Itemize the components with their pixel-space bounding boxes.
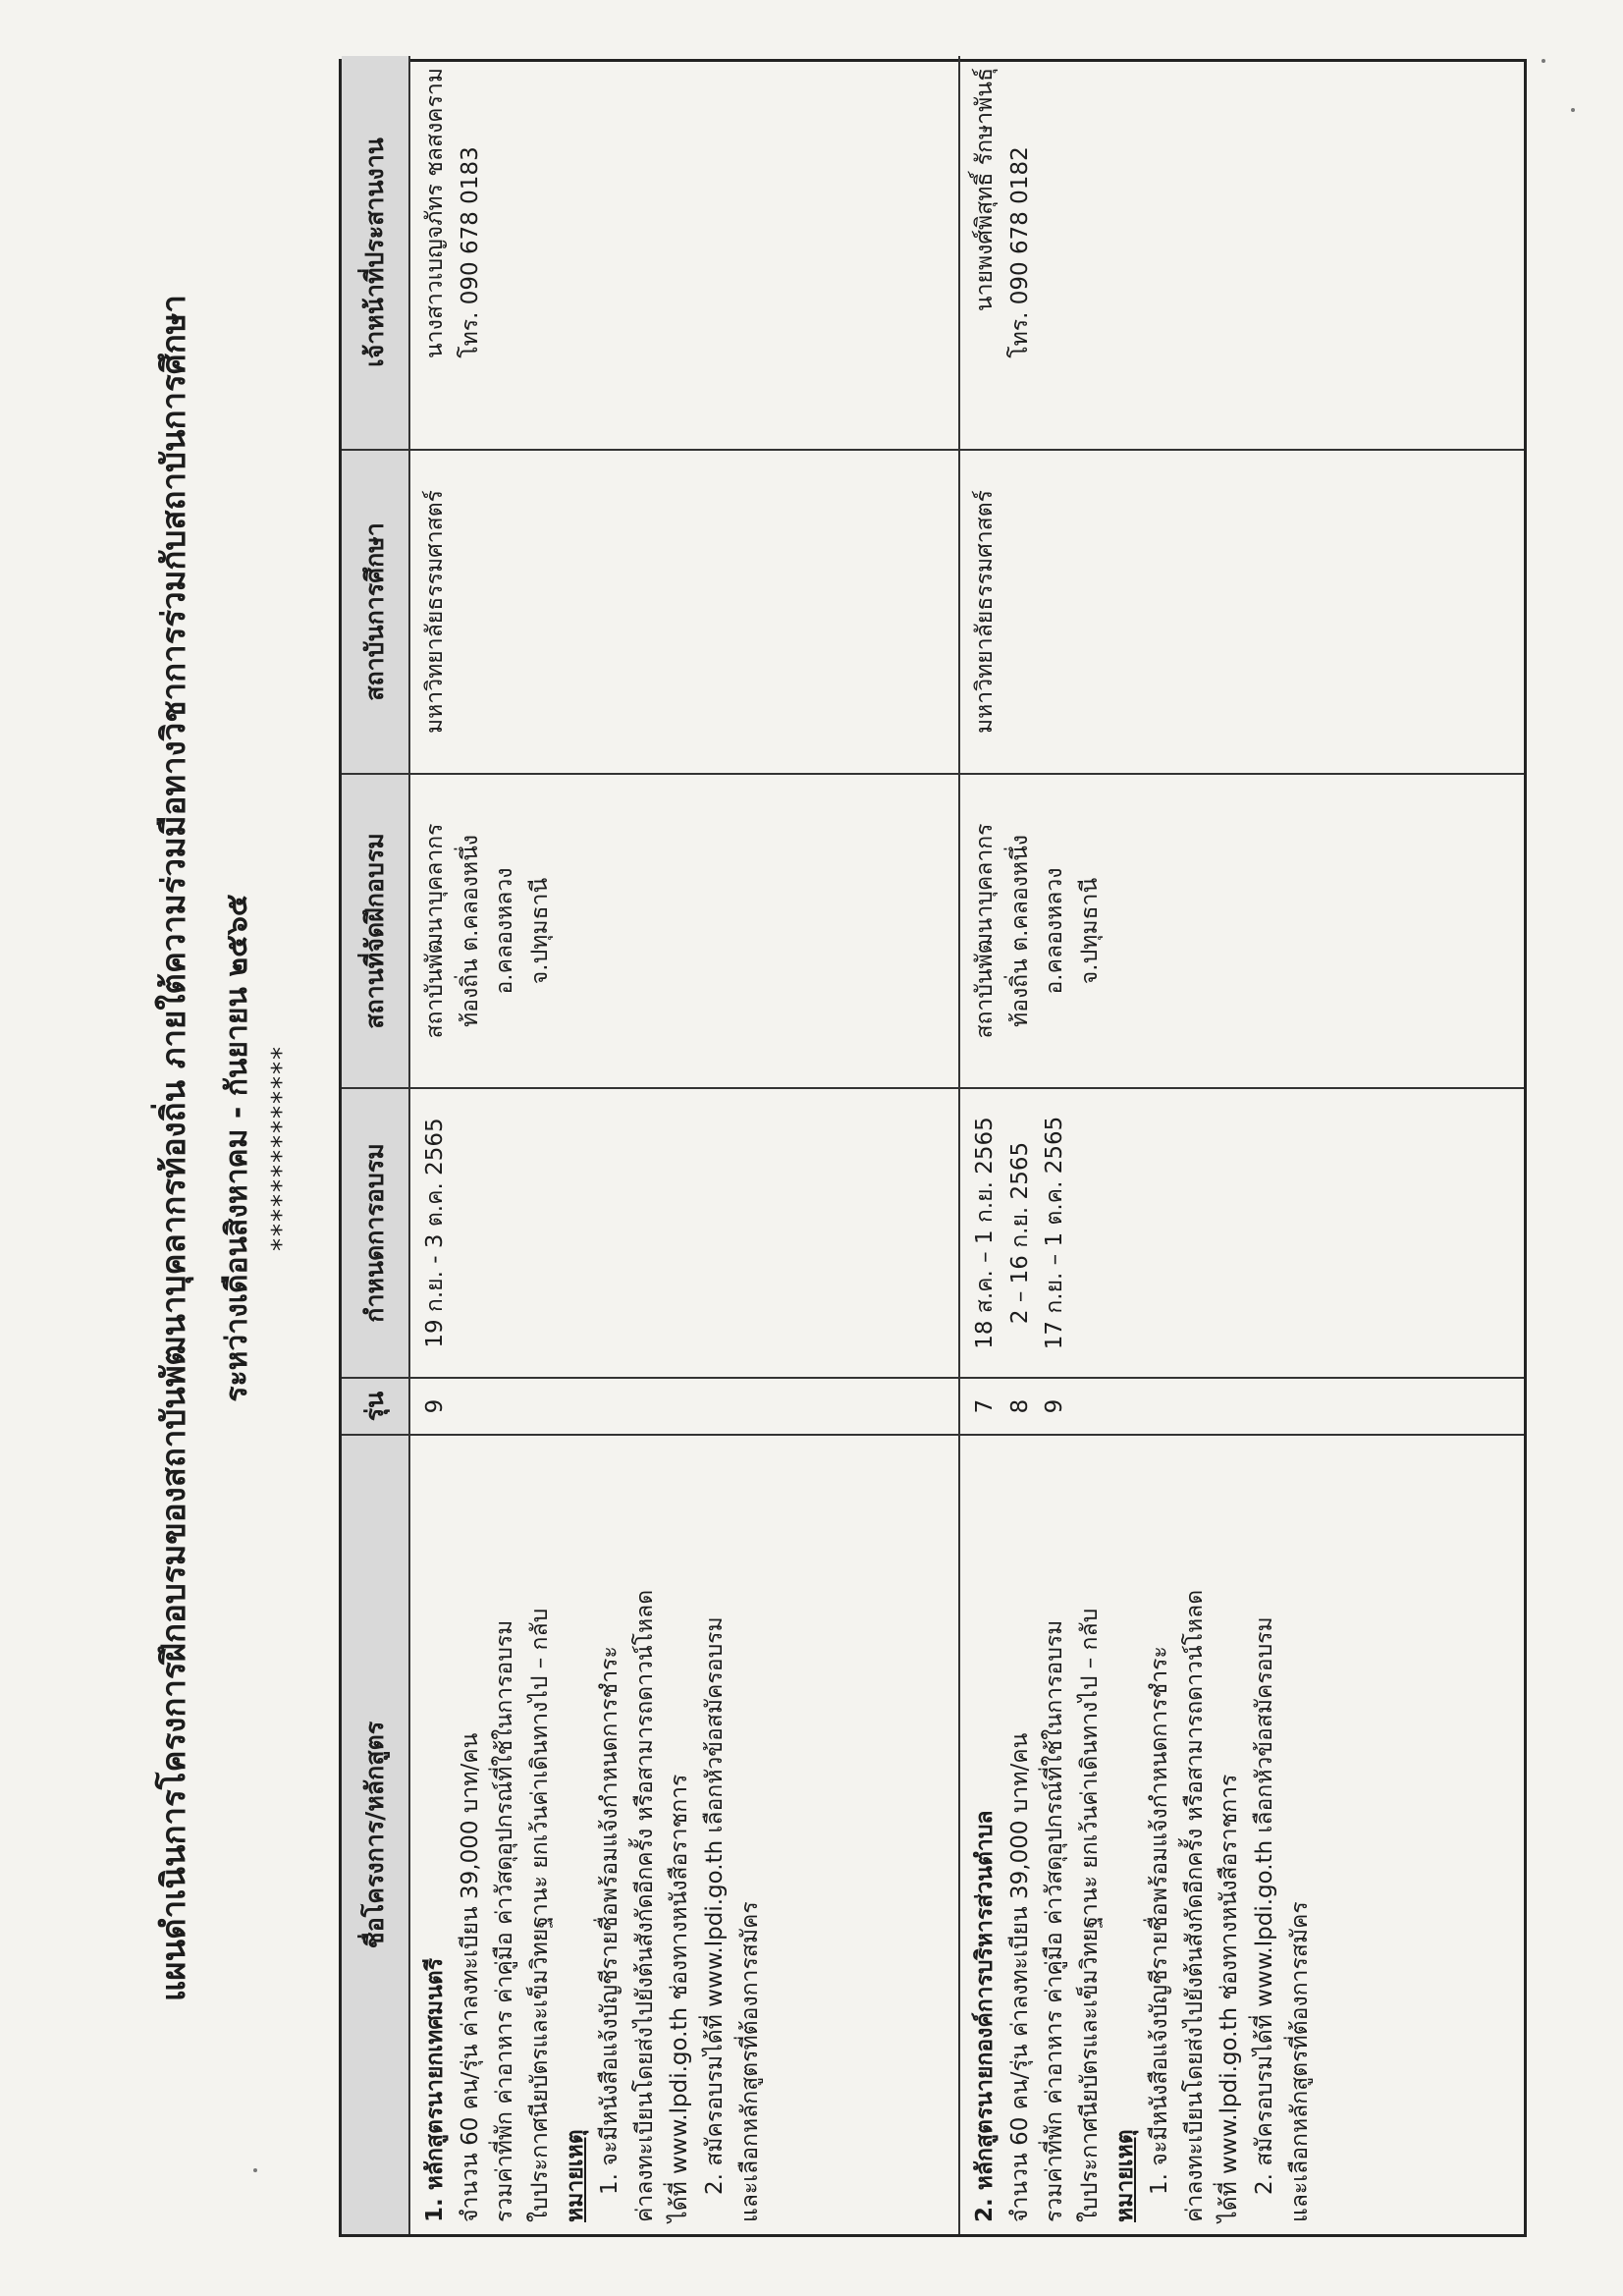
institution-name: มหาวิทยาลัยธรรมศาสตร์ bbox=[972, 489, 998, 735]
officer-phone: โทร. 090 678 0183 bbox=[457, 146, 483, 358]
course-detail: รวมค่าที่พัก ค่าอาหาร ค่าคู่มือ ค่าวัสดุอุปกรณ์ที่ใช้ในการอบรม bbox=[492, 1619, 518, 2222]
note-line: 1. จะมีหนังสือแจ้งบัญชีรายชื่อพร้อมแจ้งกำหนดการชำระ bbox=[597, 1646, 623, 2195]
venue-line: จ.ปทุมธานี bbox=[526, 877, 553, 985]
venue-line: ท้องถิ่น ต.คลองหนึ่ง bbox=[1006, 834, 1033, 1028]
course-detail: จำนวน 60 คน/รุ่น ค่าลงทะเบียน 39,000 บาท/คน bbox=[1006, 1732, 1033, 2222]
schedule-date: 19 ก.ย. - 3 ต.ค. 2565 bbox=[422, 1118, 448, 1348]
note-line: ได้ที่ www.lpdi.go.th ช่องทางหนังสือราชการ bbox=[1217, 1774, 1243, 2222]
document-subtitle: ระหว่างเดือนสิงหาคม - กันยายน ๒๕๖๕ bbox=[220, 894, 254, 1402]
institution-cell bbox=[410, 449, 960, 773]
course-detail: ใบประกาศนียบัตรและเข็มวิทยฐานะ ยกเว้นค่าเดินทางไป – กลับ bbox=[1076, 1608, 1103, 2222]
header-venue: สถานที่จัดฝึกอบรม bbox=[342, 773, 410, 1087]
venue-cell bbox=[410, 773, 960, 1087]
note-line: 2. สมัครอบรมได้ที่ www.lpdi.go.th เลือกหัวข้อสมัครอบรม bbox=[1252, 1616, 1278, 2195]
schedule-date: 2 – 16 ก.ย. 2565 bbox=[1006, 1141, 1033, 1325]
course-detail: จำนวน 60 คน/รุ่น ค่าลงทะเบียน 39,000 บาท/คน bbox=[457, 1732, 483, 2222]
header-course: ชื่อโครงการ/หลักสูตร bbox=[342, 1434, 410, 2234]
schedule-date: 18 ส.ค. – 1 ก.ย. 2565 bbox=[972, 1117, 998, 1349]
round-number: 9 bbox=[1042, 1398, 1068, 1414]
venue-line: จ.ปทุมธานี bbox=[1076, 877, 1103, 985]
officer-cell bbox=[960, 56, 1524, 449]
venue-line: สถาบันพัฒนาบุคลากร bbox=[972, 823, 998, 1039]
round-number: 7 bbox=[972, 1398, 998, 1414]
officer-name: นางสาวเบญจภัทร ชลสงคราม bbox=[422, 68, 448, 359]
round-number: 8 bbox=[1006, 1398, 1033, 1414]
venue-line: อ.คลองหลวง bbox=[492, 867, 518, 995]
course-cell bbox=[960, 1434, 1524, 2234]
note-line: และเลือกหลักสูตรที่ต้องการสมัคร bbox=[1286, 1901, 1313, 2222]
header-schedule: กำหนดการอบรม bbox=[342, 1087, 410, 1377]
header-round: รุ่น bbox=[342, 1377, 410, 1434]
note-line: ค่าลงทะเบียนโดยส่งไปยังต้นสังกัดอีกครั้ง หรือสามารถดาวน์โหลด bbox=[1181, 1589, 1208, 2222]
course-detail: รวมค่าที่พัก ค่าอาหาร ค่าคู่มือ ค่าวัสดุอุปกรณ์ที่ใช้ในการอบรม bbox=[1042, 1619, 1068, 2222]
schedule-cell bbox=[960, 1087, 1524, 1377]
round-cell bbox=[960, 1377, 1524, 1434]
note-label: หมายเหตุ bbox=[1111, 2129, 1138, 2222]
venue-line: สถาบันพัฒนาบุคลากร bbox=[422, 823, 448, 1039]
header-institution: สถาบันการศึกษา bbox=[342, 449, 410, 773]
officer-phone: โทร. 090 678 0182 bbox=[1006, 146, 1033, 358]
note-label: หมายเหตุ bbox=[562, 2129, 588, 2222]
venue-line: ท้องถิ่น ต.คลองหนึ่ง bbox=[457, 834, 483, 1028]
note-line: ได้ที่ www.lpdi.go.th ช่องทางหนังสือราชการ bbox=[667, 1774, 693, 2222]
officer-cell bbox=[410, 56, 960, 449]
training-plan-table bbox=[339, 59, 1527, 2237]
course-name: 2. หลักสูตรนายกองค์การบริหารส่วนตำบล bbox=[972, 1810, 998, 2222]
scan-speck bbox=[253, 2168, 257, 2172]
course-detail: ใบประกาศนียบัตรและเข็มวิทยฐานะ ยกเว้นค่าเดินทางไป – กลับ bbox=[526, 1608, 553, 2222]
officer-name: นายพงศ์พิสุทธิ์ รักษาพันธุ์ bbox=[972, 68, 998, 312]
round-number: 9 bbox=[422, 1398, 448, 1414]
decorative-asterisks: ************** bbox=[267, 1045, 297, 1251]
venue-cell bbox=[960, 773, 1524, 1087]
schedule-date: 17 ก.ย. – 1 ต.ค. 2565 bbox=[1042, 1116, 1068, 1350]
round-cell bbox=[410, 1377, 960, 1434]
document-title: แผนดำเนินการโครงการฝึกอบรมของสถาบันพัฒนาบุคลากรท้องถิ่น ภายใต้ความร่วมมือทางวิชาการร่วมกับสถาบันการศึกษา bbox=[154, 295, 192, 2001]
scan-speck bbox=[1542, 59, 1545, 63]
note-line: และเลือกหลักสูตรที่ต้องการสมัคร bbox=[736, 1901, 763, 2222]
course-cell bbox=[410, 1434, 960, 2234]
header-officer: เจ้าหน้าที่ประสานงาน bbox=[342, 56, 410, 449]
note-line: 2. สมัครอบรมได้ที่ www.lpdi.go.th เลือกหัวข้อสมัครอบรม bbox=[702, 1616, 729, 2195]
venue-line: อ.คลองหลวง bbox=[1042, 867, 1068, 995]
institution-name: มหาวิทยาลัยธรรมศาสตร์ bbox=[422, 489, 448, 735]
course-name: 1. หลักสูตรนายกเทศมนตรี bbox=[422, 1957, 448, 2222]
note-line: 1. จะมีหนังสือแจ้งบัญชีรายชื่อพร้อมแจ้งกำหนดการชำระ bbox=[1147, 1646, 1173, 2195]
scan-speck bbox=[1571, 108, 1575, 112]
note-line: ค่าลงทะเบียนโดยส่งไปยังต้นสังกัดอีกครั้ง หรือสามารถดาวน์โหลด bbox=[631, 1589, 658, 2222]
institution-cell bbox=[960, 449, 1524, 773]
schedule-cell bbox=[410, 1087, 960, 1377]
